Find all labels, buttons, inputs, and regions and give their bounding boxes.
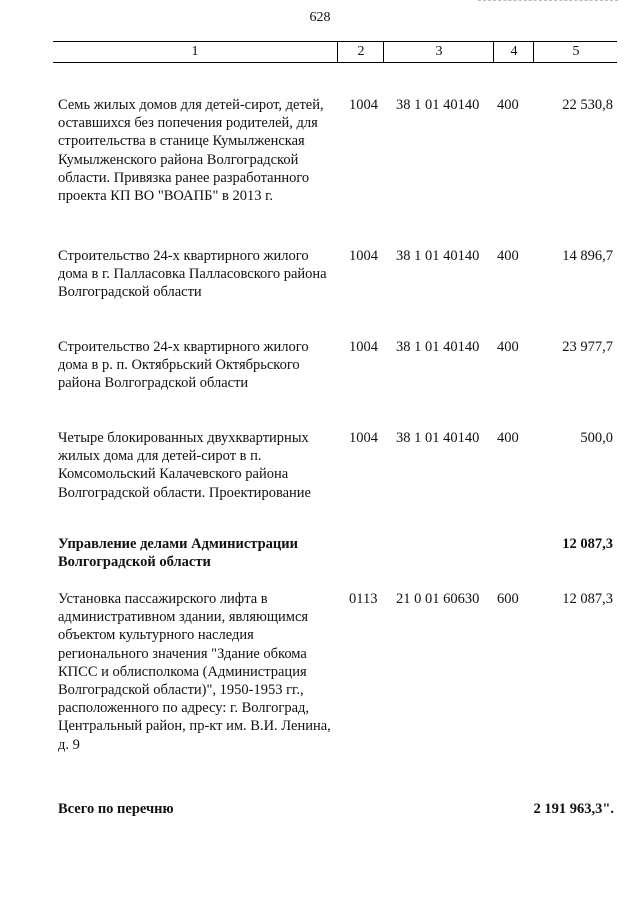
header-col-3: 3 xyxy=(383,42,494,62)
row-target-article: 21 0 01 60630 xyxy=(396,591,480,607)
row-expense-type: 400 xyxy=(497,339,519,355)
row-description: Четыре блокированных двухквартирных жилых дома для детей-сирот в п. Комсомольский Калачевского района Волгоградской области. Проектирование xyxy=(58,430,311,501)
header-col-1: 1 xyxy=(191,44,199,59)
row-section-code: 1004 xyxy=(349,339,378,355)
table-header xyxy=(53,41,617,63)
row-amount: 500,0 xyxy=(580,430,613,446)
row-amount: 12 087,3 xyxy=(562,591,613,607)
header-col-4: 4 xyxy=(493,42,534,62)
row-description: Строительство 24-х квартирного жилого дома в р. п. Октябрьский Октябрьского района Волгоградской области xyxy=(58,339,309,392)
row-target-article: 38 1 01 40140 xyxy=(396,248,480,264)
header-col-5: 5 xyxy=(533,42,618,62)
header-col-2: 2 xyxy=(337,42,384,62)
row-amount: 12 087,3 xyxy=(562,536,613,552)
row-description: Управление делами Администрации Волгоградской области xyxy=(58,536,298,571)
row-description: Установка пассажирского лифта в административном здании, являющимся объектом культурного наследия регионального значения "Здание обкома КПСС и облисполкома (Администрация Волгоградской области)", 1950-1953 гг., расположенного по адресу: г. Волгоград, Центральный район, пр-кт им. В.И. Ленина, д. 9 xyxy=(58,591,331,753)
page-number: 628 xyxy=(309,10,331,25)
row-amount: 23 977,7 xyxy=(562,339,613,355)
row-section-code: 1004 xyxy=(349,97,378,113)
row-description: Семь жилых домов для детей-сирот, детей, оставшихся без попечения родителей, для строительства в станице Кумылженская Кумылженского района Волгоградской области. Привязка ранее разработанного проекта КП ВО "ВОАПБ" в 2013 г. xyxy=(58,97,324,205)
total-amount: 2 191 963,3". xyxy=(533,801,614,817)
row-amount: 14 896,7 xyxy=(562,248,613,264)
row-target-article: 38 1 01 40140 xyxy=(396,339,480,355)
row-target-article: 38 1 01 40140 xyxy=(396,430,480,446)
row-expense-type: 400 xyxy=(497,430,519,446)
row-section-code: 1004 xyxy=(349,430,378,446)
row-expense-type: 600 xyxy=(497,591,519,607)
row-section-code: 1004 xyxy=(349,248,378,264)
row-description: Строительство 24-х квартирного жилого дома в г. Палласовка Палласовского района Волгоградской области xyxy=(58,248,327,301)
row-expense-type: 400 xyxy=(497,248,519,264)
row-amount: 22 530,8 xyxy=(562,97,613,113)
total-label: Всего по перечню xyxy=(58,801,174,817)
top-edge-line xyxy=(478,0,618,1)
row-target-article: 38 1 01 40140 xyxy=(396,97,480,113)
row-section-code: 0113 xyxy=(349,591,378,607)
row-expense-type: 400 xyxy=(497,97,519,113)
